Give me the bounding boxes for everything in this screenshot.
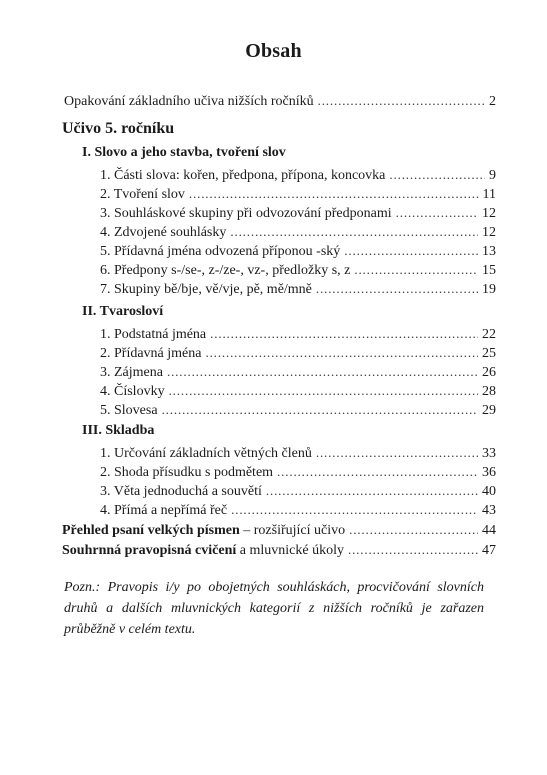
page-title: Obsah: [245, 40, 302, 62]
toc-entry[interactable]: [100, 363, 496, 382]
leader-dots: [316, 280, 478, 298]
leader-dots: [266, 482, 478, 500]
leader-dots: [349, 521, 478, 539]
toc-entry-text: 5. Slovesa: [100, 403, 158, 418]
part-heading-2: II. Tvarosloví: [82, 304, 164, 319]
toc-page-number: 2: [489, 94, 496, 109]
section-heading: Učivo 5. ročníku: [62, 120, 175, 137]
toc-page-number: 44: [482, 523, 496, 538]
leader-dots: [348, 541, 478, 559]
part-heading-3: III. Skladba: [82, 423, 155, 438]
toc-entry-text: 2. Tvoření slov: [100, 187, 185, 202]
toc-entry-rest: a mluvnické úkoly: [236, 543, 344, 558]
leader-dots: [354, 261, 478, 279]
toc-entry-capitals[interactable]: [62, 521, 496, 540]
leader-dots: [162, 401, 478, 419]
toc-page-number: 43: [482, 503, 496, 518]
toc-page-number: 28: [482, 384, 496, 399]
toc-entry-exercises[interactable]: [62, 541, 496, 560]
toc-entry[interactable]: [100, 344, 496, 363]
leader-dots: [189, 185, 479, 203]
toc-entry[interactable]: [100, 444, 496, 463]
toc-entry[interactable]: [100, 204, 496, 223]
toc-entry-text: 2. Přídavná jména: [100, 346, 202, 361]
toc-page-number: 22: [482, 327, 496, 342]
toc-page-number: 25: [482, 346, 496, 361]
toc-entry-text: 1. Části slova: kořen, předpona, přípona, koncovka: [100, 168, 386, 183]
toc-entry[interactable]: [100, 401, 496, 420]
toc-page-number: 9: [489, 168, 496, 183]
toc-entry[interactable]: [100, 280, 496, 299]
toc-entry-text: 2. Shoda přísudku s podmětem: [100, 465, 274, 480]
toc-page-number: 12: [482, 225, 496, 240]
toc-page-number: 15: [482, 263, 496, 278]
toc-entry[interactable]: [100, 463, 496, 482]
leader-dots: [316, 444, 478, 462]
toc-entry-rest: – rozšiřující učivo: [239, 523, 346, 538]
toc-page-number: 26: [482, 365, 496, 380]
toc-page-number: 13: [482, 244, 496, 259]
toc-page-number: 12: [482, 206, 496, 221]
toc-entry-text: 4. Přímá a nepřímá řeč: [100, 503, 228, 518]
toc-entry[interactable]: [100, 242, 496, 261]
toc-entry-text: 4. Číslovky: [100, 384, 165, 399]
toc-page-number: 40: [482, 484, 496, 499]
toc-entry[interactable]: [100, 501, 496, 520]
toc-entry-text: 3. Věta jednoduchá a souvětí: [100, 484, 262, 499]
toc-entry-text: Opakování základního učiva nižších ročníků: [64, 94, 314, 109]
toc-entry[interactable]: [100, 382, 496, 401]
toc-entry-text: 4. Zdvojené souhlásky: [100, 225, 227, 240]
toc-entry[interactable]: [100, 185, 496, 204]
toc-entry-text: 3. Zájmena: [100, 365, 163, 380]
leader-dots: [318, 92, 485, 110]
leader-dots: [344, 242, 478, 260]
toc-entry-text: [62, 522, 345, 540]
leader-dots: [389, 166, 485, 184]
toc-entry-text: 3. Souhláskové skupiny při odvozování předponami: [100, 206, 392, 221]
toc-entry[interactable]: [100, 166, 496, 185]
leader-dots: [167, 363, 478, 381]
toc-entry-text: [62, 542, 344, 560]
toc-entry-text: 7. Skupiny bě/bje, vě/vje, pě, mě/mně: [100, 282, 312, 297]
toc-entry-text: 1. Určování základních větných členů: [100, 446, 312, 461]
footnote: Pozn.: Pravopis i/y po obojetných souhláskách, procvičování slovních druhů a dalších mluvnických kategorií z nižších ročníků je zařazen průběžně v celém textu.: [64, 580, 484, 637]
toc-entry[interactable]: [100, 482, 496, 501]
toc-page-number: 33: [482, 446, 496, 461]
toc-page-number: 19: [482, 282, 496, 297]
leader-dots: [231, 501, 478, 519]
leader-dots: [210, 325, 478, 343]
leader-dots: [396, 204, 478, 222]
leader-dots: [169, 382, 478, 400]
toc-entry-bold-part: Souhrnná pravopisná cvičení: [62, 543, 237, 558]
toc-entry-bold-part: Přehled psaní velkých písmen: [62, 523, 240, 538]
toc-entry[interactable]: [100, 223, 496, 242]
toc-page-number: 29: [482, 403, 496, 418]
toc-entry[interactable]: [100, 325, 496, 344]
toc-page-number: 11: [482, 187, 496, 202]
toc-page-number: 47: [482, 543, 496, 558]
leader-dots: [230, 223, 478, 241]
part-heading-1: I. Slovo a jeho stavba, tvoření slov: [82, 145, 286, 160]
toc-entry-text: 1. Podstatná jména: [100, 327, 207, 342]
leader-dots: [277, 463, 478, 481]
toc-page-number: 36: [482, 465, 496, 480]
toc-entry-text: 5. Přídavná jména odvozená příponou -ský: [100, 244, 341, 259]
toc-entry-text: 6. Předpony s-/se-, z-/ze-, vz-, předložky s, z: [100, 263, 351, 278]
toc-entry[interactable]: [100, 261, 496, 280]
toc-entry-intro[interactable]: [64, 92, 496, 111]
leader-dots: [205, 344, 478, 362]
